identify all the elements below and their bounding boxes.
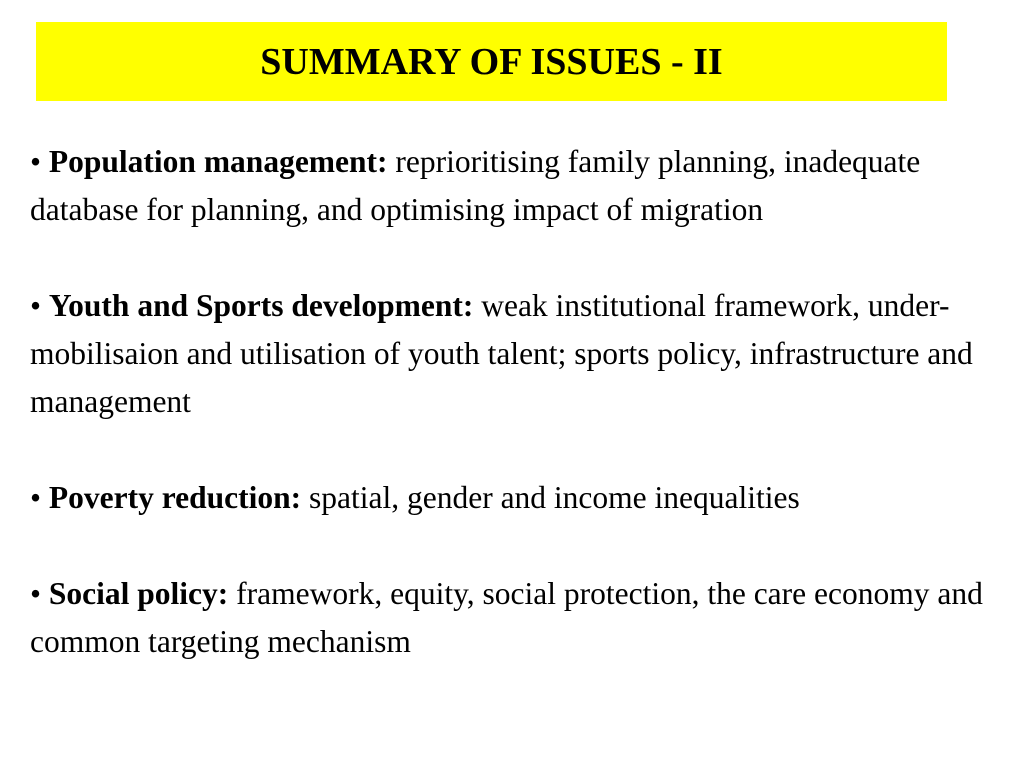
bullet-mark: • bbox=[30, 144, 42, 179]
bullet-text: reprioritising family planning, inadequate database for planning, and optimising impact of migration bbox=[30, 144, 921, 227]
bullet-item-poverty bbox=[30, 474, 1014, 522]
bullet-heading: Poverty reduction: bbox=[48, 480, 302, 515]
title-banner bbox=[36, 22, 947, 101]
bullet-item-social-policy bbox=[30, 570, 1014, 666]
bullet-heading: Youth and Sports development: bbox=[48, 288, 474, 323]
bullet-mark: • bbox=[30, 480, 42, 515]
bullet-item-youth-sports bbox=[30, 282, 1014, 426]
bullet-heading: Social policy: bbox=[48, 576, 229, 611]
slide-title: SUMMARY OF ISSUES - II bbox=[260, 40, 723, 83]
bullet-text: weak institutional framework, under-mobilisaion and utilisation of youth talent; sports policy, infrastructure and management bbox=[30, 288, 973, 419]
bullet-text: framework, equity, social protection, the care economy and common targeting mechanism bbox=[30, 576, 983, 659]
bullet-heading: Population management: bbox=[48, 144, 388, 179]
bullet-mark: • bbox=[30, 576, 42, 611]
bullet-item-population bbox=[30, 138, 1014, 234]
bullet-list bbox=[30, 138, 1014, 666]
bullet-mark: • bbox=[30, 288, 42, 323]
bullet-text: spatial, gender and income inequalities bbox=[309, 480, 800, 515]
